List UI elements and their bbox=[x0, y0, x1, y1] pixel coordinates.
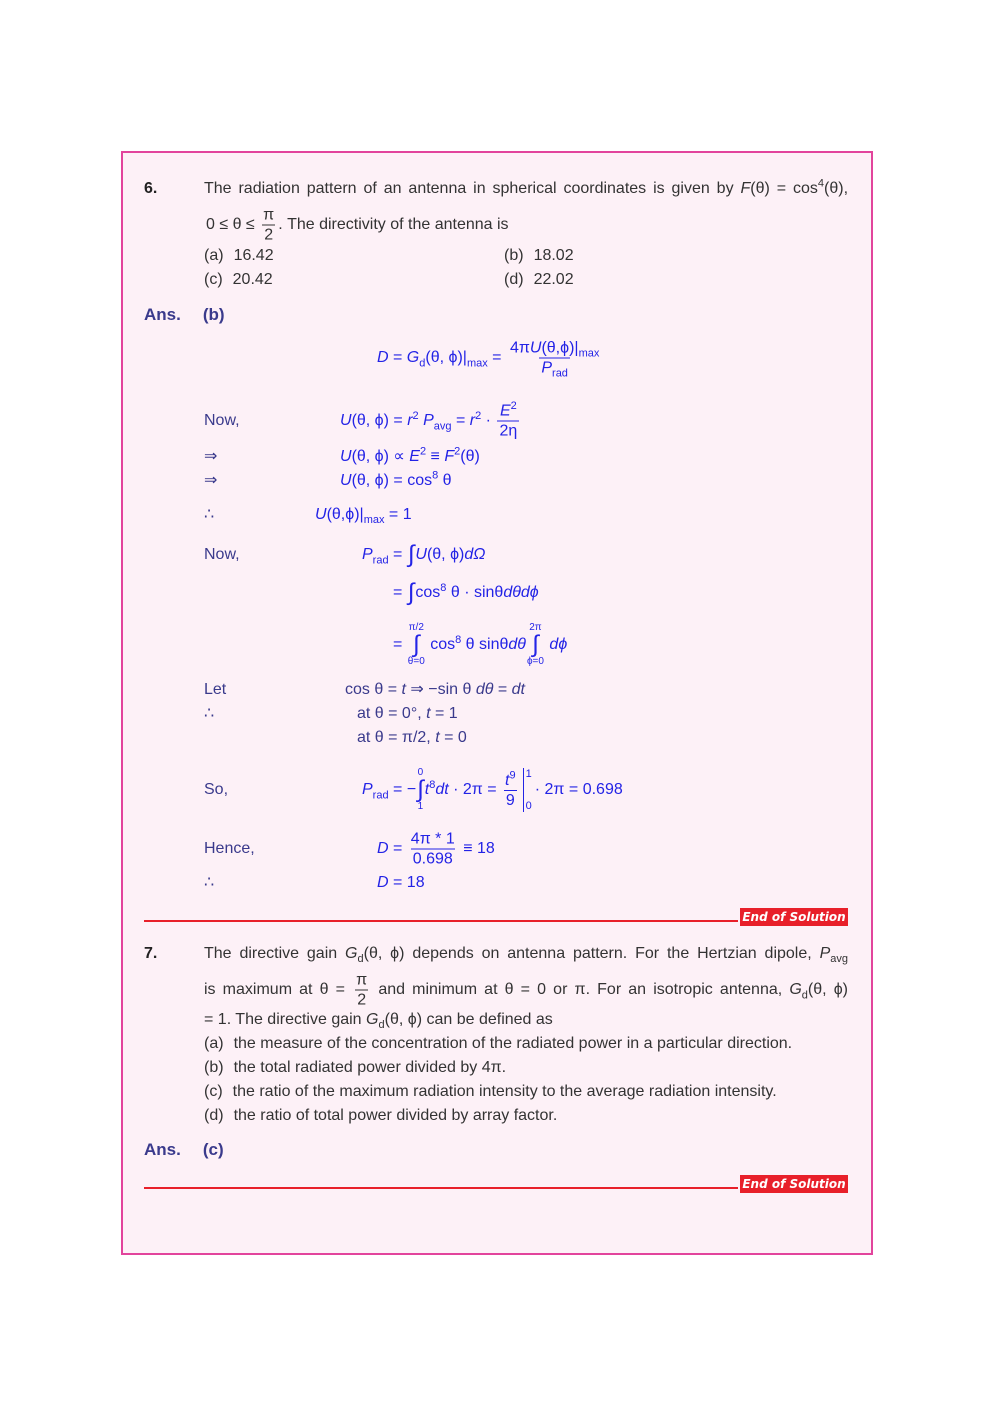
italic-symbol: F bbox=[740, 180, 751, 197]
italic-symbol: E bbox=[499, 402, 511, 420]
integral bbox=[408, 570, 415, 616]
evaluation-bar bbox=[523, 768, 532, 812]
text: θ · sinθ bbox=[446, 584, 504, 602]
subscript: max bbox=[578, 347, 600, 360]
solution-step-label: Now, bbox=[204, 412, 240, 429]
italic-symbol: dθ bbox=[475, 681, 494, 698]
text: 0 ≤ θ ≤ bbox=[206, 216, 260, 234]
denominator bbox=[539, 358, 570, 378]
subscript: d bbox=[378, 1019, 385, 1032]
text: = bbox=[388, 840, 407, 858]
italic-symbol: U bbox=[340, 412, 352, 430]
denominator bbox=[411, 849, 455, 869]
option-label: (c) bbox=[204, 271, 223, 288]
text: (θ, ϕ) bbox=[426, 546, 465, 564]
italic-symbol: t bbox=[401, 681, 406, 698]
text: = 18 bbox=[388, 874, 425, 891]
text: · 2π = 0.698 bbox=[534, 781, 623, 799]
end-of-solution-divider bbox=[144, 1187, 738, 1189]
italic-symbol: r bbox=[407, 412, 413, 430]
integral-sign-icon: ∫ bbox=[407, 579, 415, 606]
end-of-solution-tag: End of Solution bbox=[740, 908, 848, 926]
italic-symbol: P bbox=[819, 945, 831, 962]
question-number: 6. bbox=[144, 180, 158, 197]
text: (θ) bbox=[460, 448, 480, 465]
supscript: 2 bbox=[454, 445, 461, 458]
subscript: d bbox=[419, 357, 426, 370]
fraction bbox=[503, 771, 518, 810]
lower-limit: 0 bbox=[525, 800, 532, 812]
text: · 2π = bbox=[448, 781, 502, 799]
subscript: max bbox=[466, 357, 488, 370]
subscript: d bbox=[801, 989, 808, 1002]
integral-sign-icon: ∫ bbox=[407, 541, 415, 568]
solution-step-label: Let bbox=[204, 681, 227, 698]
subscript: rad bbox=[372, 789, 389, 802]
solution-equation bbox=[393, 622, 567, 668]
italic-symbol: r bbox=[469, 412, 476, 430]
subscript: rad bbox=[552, 367, 568, 380]
italic-symbol: D bbox=[377, 874, 389, 891]
subscript: max bbox=[363, 514, 385, 527]
italic-symbol: U bbox=[415, 546, 427, 564]
option-label: (b) bbox=[204, 1059, 224, 1076]
fraction bbox=[497, 402, 519, 441]
solution-equation bbox=[340, 447, 480, 467]
lower-limit: θ=0 bbox=[407, 656, 425, 667]
italic-symbol: dt bbox=[511, 681, 525, 698]
solution-step-label: Hence, bbox=[204, 840, 255, 857]
text: (θ), bbox=[824, 180, 849, 197]
solution-step-label: So, bbox=[204, 781, 229, 798]
italic-symbol: t bbox=[505, 771, 510, 789]
option-label: (a) bbox=[204, 247, 224, 264]
text: 2η bbox=[499, 422, 518, 440]
supscript: 9 bbox=[509, 769, 516, 782]
text: (θ) = cos bbox=[750, 180, 818, 197]
numerator bbox=[508, 339, 601, 358]
question-text-line bbox=[204, 179, 848, 199]
option-d[interactable] bbox=[504, 270, 574, 290]
integral bbox=[527, 622, 544, 668]
text: θ sinθ bbox=[461, 636, 509, 654]
text: ≡ bbox=[426, 448, 445, 465]
italic-symbol: E bbox=[409, 448, 420, 465]
text: (θ, ϕ) bbox=[807, 981, 849, 999]
solution-step-label: ∴ bbox=[204, 874, 215, 891]
text: (θ, ϕ) can be defined as bbox=[384, 1011, 553, 1028]
supscript: 2 bbox=[419, 445, 427, 458]
text: (θ, ϕ) = cos bbox=[351, 472, 433, 489]
subscript: avg bbox=[830, 953, 848, 966]
text: (θ,ϕ)| bbox=[541, 339, 579, 357]
option-label: (d) bbox=[204, 1107, 224, 1124]
italic-symbol: P bbox=[541, 359, 553, 377]
option-value: the measure of the concentration of the radiated power in a particular direction. bbox=[233, 1035, 793, 1052]
italic-symbol: t bbox=[426, 705, 431, 722]
option-value: 22.02 bbox=[533, 271, 574, 288]
solution-equation bbox=[340, 402, 521, 441]
integral-sign-icon: ∫ bbox=[417, 776, 424, 803]
option-value: the ratio of total power divided by array factor. bbox=[233, 1107, 558, 1124]
text: (θ,ϕ)| bbox=[326, 506, 364, 523]
solution-equation bbox=[377, 873, 425, 893]
italic-symbol: G bbox=[789, 981, 802, 999]
supscript: 4 bbox=[817, 177, 825, 190]
solution-step-label: Now, bbox=[204, 546, 240, 563]
text: is maximum at θ = bbox=[204, 981, 353, 999]
answer-label: Ans. bbox=[144, 1140, 181, 1159]
integral bbox=[408, 622, 425, 668]
solution-step-label: ⇒ bbox=[204, 448, 218, 465]
italic-symbol: P bbox=[362, 781, 373, 799]
text: 2 bbox=[357, 991, 367, 1009]
solution-equation bbox=[377, 830, 495, 869]
text: 2 bbox=[264, 226, 274, 244]
italic-symbol: D bbox=[377, 840, 389, 858]
supscript: 8 bbox=[455, 633, 462, 646]
option-value: 18.02 bbox=[533, 247, 574, 264]
italic-symbol: G bbox=[345, 945, 358, 962]
italic-symbol: U bbox=[340, 472, 352, 489]
italic-symbol: U bbox=[315, 506, 327, 523]
denominator bbox=[355, 990, 368, 1010]
solution-step-label: ∴ bbox=[204, 506, 215, 523]
question-text-line bbox=[204, 944, 848, 964]
text: 4π bbox=[509, 339, 530, 357]
italic-symbol: dt bbox=[435, 781, 449, 799]
fraction bbox=[409, 830, 457, 869]
numerator bbox=[503, 771, 518, 790]
text: at θ = π/2, bbox=[357, 729, 436, 746]
fraction bbox=[354, 971, 369, 1010]
text: = 0 bbox=[439, 729, 467, 746]
integral-sign-icon: ∫ bbox=[412, 631, 420, 658]
text: = − bbox=[388, 781, 417, 799]
text: = bbox=[393, 584, 407, 602]
supscript: 8 bbox=[429, 778, 436, 791]
denominator bbox=[497, 421, 519, 441]
solution-equation bbox=[362, 767, 623, 813]
text: = bbox=[393, 636, 407, 654]
option-c[interactable] bbox=[204, 1082, 777, 1102]
text: (θ, ϕ) = bbox=[351, 412, 408, 430]
lower-limit: 1 bbox=[417, 801, 424, 812]
answer-line bbox=[144, 1140, 224, 1160]
question-text-line bbox=[206, 206, 509, 245]
numerator bbox=[409, 830, 457, 849]
text: (θ, ϕ) depends on antenna pattern. For the Hertzian dipole, bbox=[363, 945, 820, 962]
integral bbox=[417, 767, 424, 813]
numerator bbox=[354, 971, 369, 990]
option-value: the ratio of the maximum radiation intensity to the average radiation intensity. bbox=[232, 1083, 777, 1100]
option-b[interactable] bbox=[204, 1058, 506, 1078]
text: . The directivity of the antenna is bbox=[278, 216, 509, 234]
integral-sign-icon: ∫ bbox=[532, 631, 539, 658]
solution-equation bbox=[357, 728, 467, 748]
upper-limit: 1 bbox=[525, 768, 532, 780]
text: = bbox=[451, 412, 470, 430]
italic-symbol: U bbox=[340, 448, 352, 465]
text: The directive gain bbox=[204, 945, 346, 962]
text: = 1 bbox=[430, 705, 458, 722]
text: π bbox=[356, 971, 368, 989]
option-label: (b) bbox=[504, 247, 524, 264]
supscript: 2 bbox=[510, 400, 517, 413]
italic-symbol: P bbox=[423, 412, 434, 430]
answer-label: Ans. bbox=[144, 305, 181, 324]
text: θ bbox=[438, 472, 452, 489]
italic-symbol: D bbox=[377, 349, 389, 367]
solution-equation bbox=[393, 570, 539, 616]
solution-step-label: ⇒ bbox=[204, 472, 218, 489]
text: = 1 bbox=[384, 506, 412, 523]
denominator bbox=[504, 790, 517, 810]
text: 0.698 bbox=[412, 850, 453, 868]
italic-symbol: U bbox=[529, 339, 542, 357]
italic-symbol: P bbox=[362, 546, 373, 564]
end-of-solution-divider bbox=[144, 920, 738, 922]
italic-symbol: dθ bbox=[508, 636, 526, 654]
italic-symbol: F bbox=[444, 448, 455, 465]
subscript: rad bbox=[372, 554, 389, 567]
option-value: the total radiated power divided by 4π. bbox=[233, 1059, 507, 1076]
text: ⇒ −sin θ bbox=[405, 681, 476, 698]
text: cos θ = bbox=[345, 681, 402, 698]
upper-limit: 0 bbox=[417, 767, 424, 778]
text: cos bbox=[415, 584, 441, 602]
option-label: (c) bbox=[204, 1083, 223, 1100]
solution-equation bbox=[357, 704, 458, 724]
text: · bbox=[481, 412, 496, 430]
answer-value: (b) bbox=[202, 305, 225, 324]
option-b[interactable] bbox=[504, 246, 574, 266]
answer-value: (c) bbox=[202, 1140, 224, 1159]
option-a[interactable] bbox=[204, 1034, 792, 1054]
text: The radiation pattern of an antenna in spherical coordinates is given by bbox=[204, 180, 741, 197]
solution-step-label: ∴ bbox=[204, 705, 215, 722]
subscript: d bbox=[357, 953, 364, 966]
supscript: 8 bbox=[440, 581, 447, 594]
text: 4π * 1 bbox=[410, 830, 455, 848]
text: (θ, ϕ)| bbox=[425, 349, 467, 367]
italic-symbol: dϕ bbox=[549, 636, 568, 654]
text: and minimum at θ = 0 or π. For an isotropic antenna, bbox=[371, 981, 790, 999]
numerator bbox=[261, 206, 276, 225]
text: at θ = 0°, bbox=[357, 705, 427, 722]
upper-limit: 2π bbox=[529, 622, 542, 633]
text: (θ, ϕ) ∝ bbox=[351, 448, 410, 465]
italic-symbol: dθdϕ bbox=[503, 584, 539, 602]
option-label: (d) bbox=[504, 271, 524, 288]
supscript: 2 bbox=[475, 409, 482, 422]
question-number: 7. bbox=[144, 945, 158, 962]
text: = 1. The directive gain bbox=[204, 1011, 367, 1028]
supscript: 2 bbox=[412, 409, 419, 422]
text: = bbox=[388, 546, 407, 564]
question-text-line bbox=[204, 971, 848, 1010]
italic-symbol: t bbox=[424, 781, 430, 799]
italic-symbol: t bbox=[435, 729, 440, 746]
fraction bbox=[261, 206, 276, 245]
option-d[interactable] bbox=[204, 1106, 557, 1126]
option-value: 16.42 bbox=[233, 247, 274, 264]
option-c[interactable] bbox=[204, 270, 273, 290]
numerator bbox=[498, 402, 519, 421]
text: π bbox=[263, 206, 275, 224]
fraction bbox=[508, 339, 601, 378]
solution-equation bbox=[340, 471, 452, 491]
end-of-solution-tag: End of Solution bbox=[740, 1175, 848, 1193]
upper-limit: π/2 bbox=[408, 622, 424, 633]
text: = bbox=[487, 349, 506, 367]
lower-limit: ϕ=0 bbox=[526, 656, 544, 667]
question-text-line bbox=[204, 1010, 553, 1030]
option-value: 20.42 bbox=[232, 271, 273, 288]
solution-equation bbox=[345, 680, 525, 700]
italic-symbol: dΩ bbox=[464, 546, 486, 564]
solution-equation bbox=[377, 339, 603, 378]
text: cos bbox=[425, 636, 456, 654]
solution-equation bbox=[315, 505, 412, 525]
text: = bbox=[388, 349, 407, 367]
denominator bbox=[262, 225, 275, 245]
answer-line bbox=[144, 305, 225, 325]
option-a[interactable] bbox=[204, 246, 274, 266]
subscript: avg bbox=[433, 420, 452, 433]
supscript: 8 bbox=[432, 469, 439, 482]
text: ≡ 18 bbox=[458, 840, 495, 858]
text: = bbox=[493, 681, 512, 698]
option-label: (a) bbox=[204, 1035, 224, 1052]
italic-symbol: G bbox=[366, 1011, 379, 1028]
italic-symbol: G bbox=[406, 349, 420, 367]
text: 9 bbox=[505, 791, 515, 809]
